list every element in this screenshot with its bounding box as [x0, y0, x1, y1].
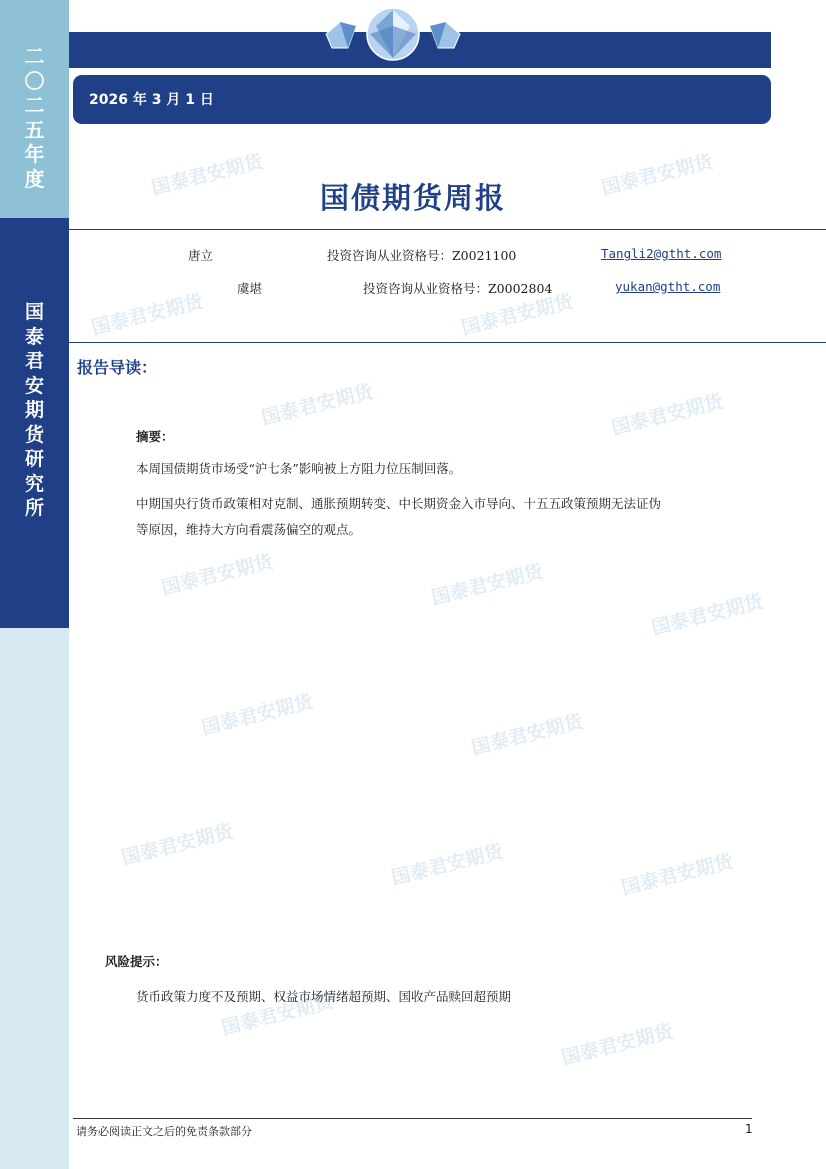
watermark: 国泰君安期货: [219, 990, 336, 1040]
org-char: 国: [24, 301, 44, 323]
watermark: 国泰君安期货: [459, 290, 576, 340]
watermark: 国泰君安期货: [599, 150, 716, 200]
year-char: 五: [24, 117, 45, 142]
author-email-link[interactable]: yukan@gtht.com: [615, 279, 721, 294]
abstract-paragraph: 等原因，维持大方向看震荡偏空的观点。: [136, 522, 362, 537]
org-char: 安: [24, 374, 44, 397]
watermark: 国泰君安期货: [469, 710, 586, 760]
year-char: 二: [24, 44, 45, 68]
abstract-paragraph: 本周国债期货市场受“沪七条”影响被上方阻力位压制回落。: [136, 461, 462, 476]
year-char: 〇: [24, 68, 45, 93]
report-intro-heading: 报告导读：: [77, 358, 158, 377]
org-char: 所: [24, 497, 44, 519]
watermark: 国泰君安期货: [159, 550, 276, 600]
watermark: 国泰君安期货: [609, 390, 726, 440]
watermark: 国泰君安期货: [259, 380, 376, 430]
abstract-paragraph: 中期国央行货币政策相对克制、通胀预期转变、中长期资金入市导向、十五五政策预期无法证伪: [136, 496, 662, 511]
author-name: 虞堪: [237, 281, 263, 296]
footer-divider: [73, 1118, 752, 1119]
sidebar-org-panel: [0, 218, 69, 628]
author-email[interactable]: [601, 246, 721, 261]
risk-heading: 风险提示：: [105, 954, 168, 969]
org-char: 究: [24, 472, 44, 495]
year-char: 二: [24, 93, 45, 117]
report-date: 2026 年 3 月 1 日: [89, 92, 214, 108]
watermark: 国泰君安期货: [649, 590, 766, 640]
sidebar-lower-panel: [0, 628, 69, 1169]
watermark: 国泰君安期货: [199, 690, 316, 740]
author-email[interactable]: [615, 279, 720, 294]
watermark: 国泰君安期货: [429, 560, 546, 610]
org-char: 研: [24, 448, 44, 470]
divider: [69, 342, 826, 343]
year-char: 年: [24, 142, 45, 166]
page-number: 1: [745, 1122, 753, 1136]
watermark: 国泰君安期货: [89, 290, 206, 340]
author-name: 唐立: [188, 248, 214, 263]
author-email-link[interactable]: Tangli2@gtht.com: [601, 246, 722, 261]
report-title: 国债期货周报: [319, 181, 506, 215]
org-char: 货: [24, 423, 44, 446]
author-license: 投资咨询从业资格号：Z0021100: [327, 248, 517, 263]
watermark: 国泰君安期货: [149, 150, 266, 200]
org-char: 泰: [24, 325, 44, 348]
author-license: 投资咨询从业资格号：Z0002804: [363, 281, 553, 296]
org-char: 期: [24, 399, 44, 421]
watermark: 国泰君安期货: [619, 850, 736, 900]
diamond-logo-icon: [318, 4, 468, 70]
abstract-heading: 摘要：: [136, 429, 174, 444]
sidebar-org-text: [0, 300, 69, 521]
footer-disclaimer: 请务必阅读正文之后的免责条款部分: [76, 1125, 252, 1138]
risk-text: 货币政策力度不及预期、权益市场情绪超预期、国收产品赎回超预期: [136, 989, 512, 1004]
year-char: 度: [24, 166, 45, 191]
sidebar-year-text: [0, 44, 69, 191]
date-banner: [73, 75, 771, 124]
watermark: 国泰君安期货: [389, 840, 506, 890]
watermark: 国泰君安期货: [119, 820, 236, 870]
watermark: 国泰君安期货: [559, 1020, 676, 1070]
org-char: 君: [24, 350, 44, 372]
divider: [69, 229, 826, 230]
